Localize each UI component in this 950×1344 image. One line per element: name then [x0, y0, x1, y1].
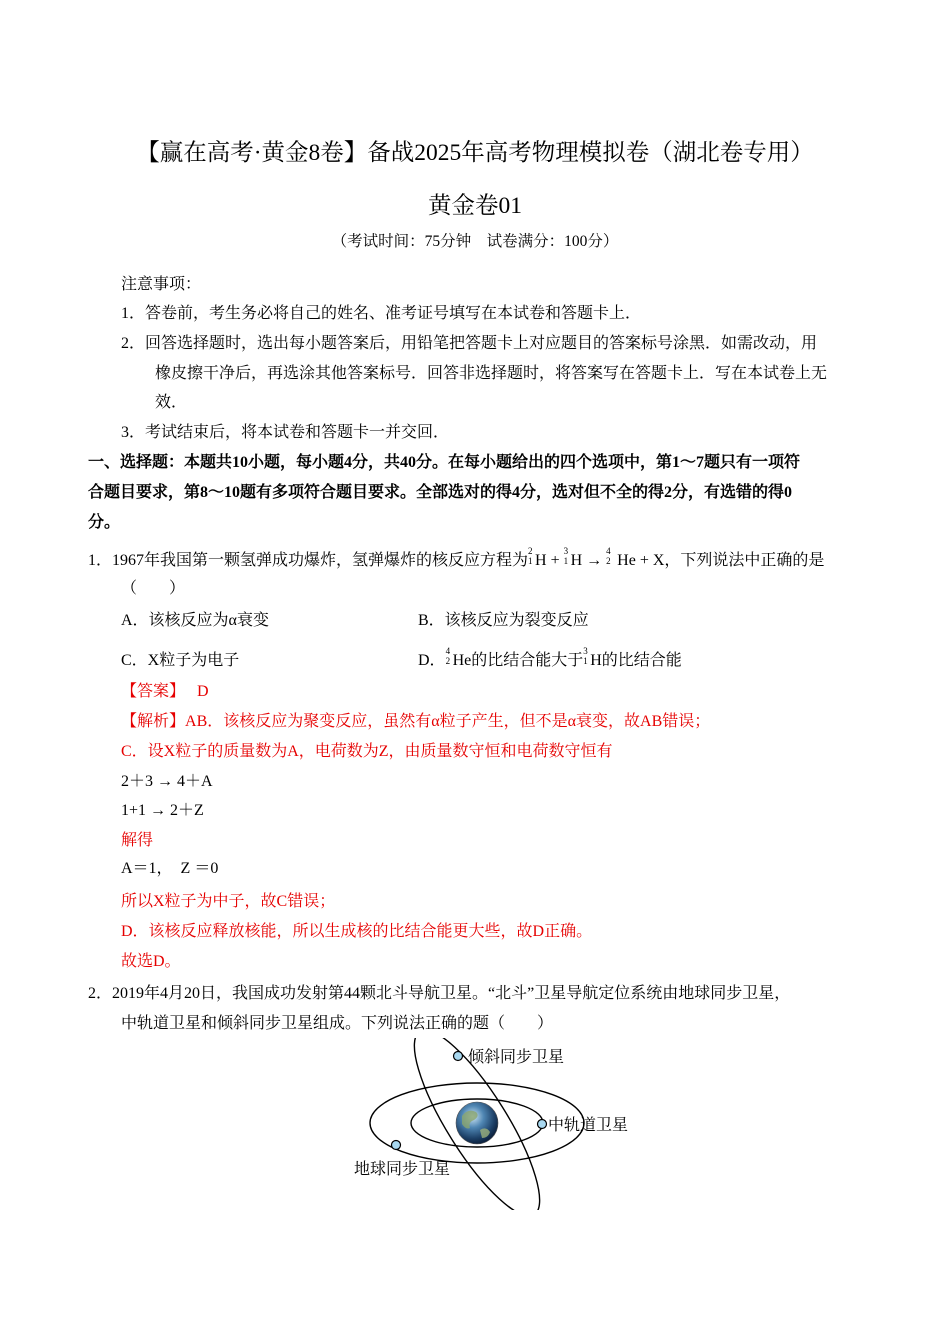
label-medium: 中轨道卫星 — [548, 1117, 629, 1134]
paper-subtitle: 黄金卷01 — [428, 193, 522, 219]
eq-plus-1: + — [550, 552, 560, 569]
notes-item-2-line-1: 2．回答选择题时，选出每小题答案后，用铅笔把答题卡上对应题目的答案标号涂黑．如需改动，用 — [121, 335, 818, 352]
answer-label: 【答案】 — [121, 683, 186, 700]
q2-stem-line-1: 2．2019年4月20日，我国成功发射第44颗北斗导航卫星。“北斗”卫星导航定位系统由地球同步卫星， — [88, 985, 791, 1002]
q1-analysis-line-3: 所以X粒子为中子，故C错误； — [121, 893, 336, 910]
q1-option-a: A．该核反应为α衰变 — [121, 612, 269, 629]
medium-satellite-icon — [538, 1120, 547, 1129]
eq-h-2: H — [570, 552, 583, 569]
notes-item-2-line-2: 橡皮擦干净后，再选涂其他答案标号．回答非选择题时，将答案写在答题卡上．写在本试卷上无 — [155, 365, 828, 382]
notes-heading: 注意事项： — [121, 276, 202, 293]
analysis-label: 【解析】 — [121, 713, 186, 730]
q1-stem-part1: 1．1967年我国第一颗氢弹成功爆炸，氢弹爆炸的核反应方程为 — [88, 552, 529, 569]
eq-arrow: → — [586, 552, 603, 569]
notes-item-1: 1．答卷前，考生务必将自己的姓名、准考证号填写在本试卷和答题卡上． — [121, 305, 642, 322]
q1-analysis-line-5: 故选D。 — [121, 953, 181, 970]
exam-info: （考试时间：75分钟 试卷满分：100分） — [331, 233, 619, 250]
q1-analysis-line-2: C．设X粒子的质量数为A，电荷数为Z，由质量数守恒和电荷数守恒有 — [121, 743, 613, 760]
section-1-line-1: 一、选择题：本题共10小题，每小题4分，共40分。在每小题给出的四个选项中，第1～7题只有一项符 — [88, 454, 801, 471]
q1-option-c: C．X粒子为电子 — [121, 652, 240, 669]
q1-stem — [88, 546, 825, 572]
eq-plus-2: + — [639, 552, 649, 569]
q1-answer — [121, 681, 209, 703]
option-d-he: He — [452, 652, 472, 669]
q2-stem-line-2: 中轨道卫星和倾斜同步卫星组成。下列说法正确的题（ ） — [121, 1015, 554, 1032]
notes-item-2-line-3: 效． — [155, 394, 188, 411]
q1-equation-2: 1+1 → 2＋Z — [121, 802, 204, 819]
q1-option-d — [418, 646, 682, 672]
deuterium-symbol: 2 1 — [528, 546, 533, 566]
q1-answer-brackets: （ ） — [121, 580, 186, 597]
q1-solve-label: 解得 — [121, 832, 154, 849]
q1-analysis-line-1 — [121, 711, 710, 733]
eq-x: X — [652, 552, 665, 569]
eq-h-1: H — [535, 552, 547, 569]
option-d-h: H — [590, 652, 602, 669]
inclined-satellite-icon — [454, 1052, 463, 1061]
geo-satellite-icon — [392, 1141, 401, 1150]
option-d-tritium-symbol: 3 1 — [583, 646, 588, 666]
section-1-line-3: 分。 — [88, 514, 121, 531]
q1-result: A＝1， Z ＝0 — [121, 860, 219, 877]
tritium-symbol: 3 1 — [563, 546, 569, 566]
section-1-line-2: 合题目要求，第8～10题有多项符合题目要求。全部选对的得4分，选对但不全的得2分，有选错的得0 — [88, 484, 793, 501]
option-d-helium-symbol: 4 2 — [445, 646, 451, 666]
q1-equation-1: 2＋3 → 4＋A — [121, 773, 213, 790]
page-title: 【赢在高考·黄金8卷】备战2025年高考物理模拟卷（湖北卷专用） — [136, 140, 814, 166]
helium-symbol: 4 2 — [606, 546, 611, 566]
satellite-orbit-diagram — [350, 1038, 640, 1210]
q1-analysis-line-4: D．该核反应释放核能，所以生成核的比结合能更大些，故D正确。 — [121, 923, 593, 940]
label-inclined: 倾斜同步卫星 — [468, 1049, 565, 1066]
q1-option-d-prefix: D． — [418, 652, 446, 669]
option-d-mid: 的比结合能大于 — [471, 652, 584, 669]
q1-option-b: B．该核反应为裂变反应 — [418, 612, 589, 629]
answer-value: D — [197, 683, 209, 700]
analysis-text-1: AB．该核反应为聚变反应，虽然有α粒子产生，但不是α衰变，故AB错误； — [185, 713, 711, 730]
notes-item-3: 3．考试结束后，将本试卷和答题卡一并交回． — [121, 424, 450, 441]
q1-stem-part2: ，下列说法中正确的是 — [664, 552, 825, 569]
option-d-suffix: 的比结合能 — [601, 652, 682, 669]
eq-he: He — [617, 552, 636, 569]
label-geo: 地球同步卫星 — [354, 1161, 451, 1178]
